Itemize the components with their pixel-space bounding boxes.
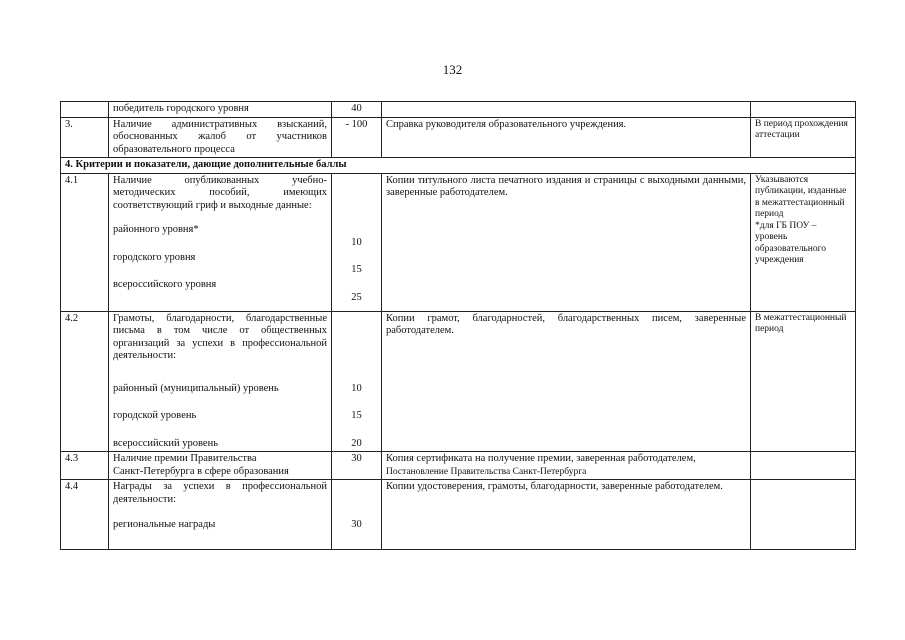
documents-text: Копия сертификата на получение премии, заверенная работодателем, (386, 453, 696, 464)
criterion-cell: победитель городского уровня (109, 102, 332, 118)
points-cell: 40 (332, 102, 382, 118)
level-points: 15 (351, 264, 362, 275)
documents-cell: Справка руководителя образовательного учреждения. (382, 117, 751, 158)
note-cell: В период прохождения аттестации (751, 117, 856, 158)
note-footnote: *для ГБ ПОУ – уровень образовательного учреждения (755, 220, 827, 265)
criterion-text: Грамоты, благодарности, благодарственные письма в том числе от общественных организаций за успехи в профессиональной деятельности: (113, 312, 327, 361)
level-points: 30 (351, 519, 362, 530)
documents-cell: Копии удостоверения, грамоты, благодарности, заверенные работодателем. (382, 480, 751, 550)
level-label: городского уровня (113, 251, 196, 263)
table-row (61, 102, 856, 118)
documents-cell (382, 452, 751, 480)
table-row (61, 311, 856, 452)
criterion-text: Награды за успехи в профессиональной деятельности: (113, 481, 327, 505)
criterion-text: Наличие опубликованных учебно-методических пособий, имеющих соответствующий гриф и выходные данные: (113, 174, 327, 211)
level-label: всероссийский уровень (113, 437, 219, 449)
documents-cell (382, 102, 751, 118)
level-points: 25 (351, 291, 362, 303)
table-row (61, 480, 856, 550)
level-points: 20 (351, 437, 362, 449)
note-cell (751, 102, 856, 118)
level-points: 10 (351, 382, 362, 394)
criteria-table (60, 101, 856, 550)
points-cell (332, 480, 382, 550)
level-points: 15 (351, 410, 362, 421)
criterion-cell: Наличие административных взысканий, обоснованных жалоб от участников образовательного процесса (109, 117, 332, 158)
level-label: региональные награды (113, 519, 216, 530)
points-cell: 30 (332, 452, 382, 480)
criterion-cell (109, 452, 332, 480)
points-cell (332, 311, 382, 452)
row-number: 4.4 (61, 480, 109, 550)
section-title: 4. Критерии и показатели, дающие дополнительные баллы (61, 158, 856, 174)
table-row (61, 173, 856, 311)
row-number: 3. (61, 117, 109, 158)
note-text: Указываются публикации, изданные в межаттестационный период (755, 174, 847, 219)
criterion-text: Наличие премии Правительства (113, 453, 257, 464)
note-cell (751, 452, 856, 480)
page-number: 132 (442, 62, 463, 77)
row-number: 4.2 (61, 311, 109, 452)
points-cell: - 100 (332, 117, 382, 158)
table-row (61, 452, 856, 480)
documents-cell: Копии титульного листа печатного издания и страницы с выходными данными, заверенные работодателем. (382, 173, 751, 311)
criterion-cell (109, 311, 332, 452)
criterion-cell (109, 173, 332, 311)
points-cell (332, 173, 382, 311)
note-cell (751, 173, 856, 311)
row-number: 4.1 (61, 173, 109, 311)
criterion-text: Санкт-Петербурга в сфере образования (113, 465, 289, 477)
note-cell (751, 480, 856, 550)
table-row (61, 117, 856, 158)
level-label: всероссийского уровня (113, 279, 217, 290)
level-label: городской уровень (113, 410, 197, 421)
criterion-cell (109, 480, 332, 550)
section-heading-row (61, 158, 856, 174)
level-label: районный (муниципальный) уровень (113, 382, 279, 394)
level-points: 10 (351, 236, 362, 248)
documents-cell: Копии грамот, благодарностей, благодарственных писем, заверенные работодателем. (382, 311, 751, 452)
documents-text: Постановление Правительства Санкт-Петербурга (386, 466, 587, 477)
note-cell: В межаттестационный период (751, 311, 856, 452)
level-label: районного уровня* (113, 224, 199, 235)
row-number: 4.3 (61, 452, 109, 480)
row-number (61, 102, 109, 118)
